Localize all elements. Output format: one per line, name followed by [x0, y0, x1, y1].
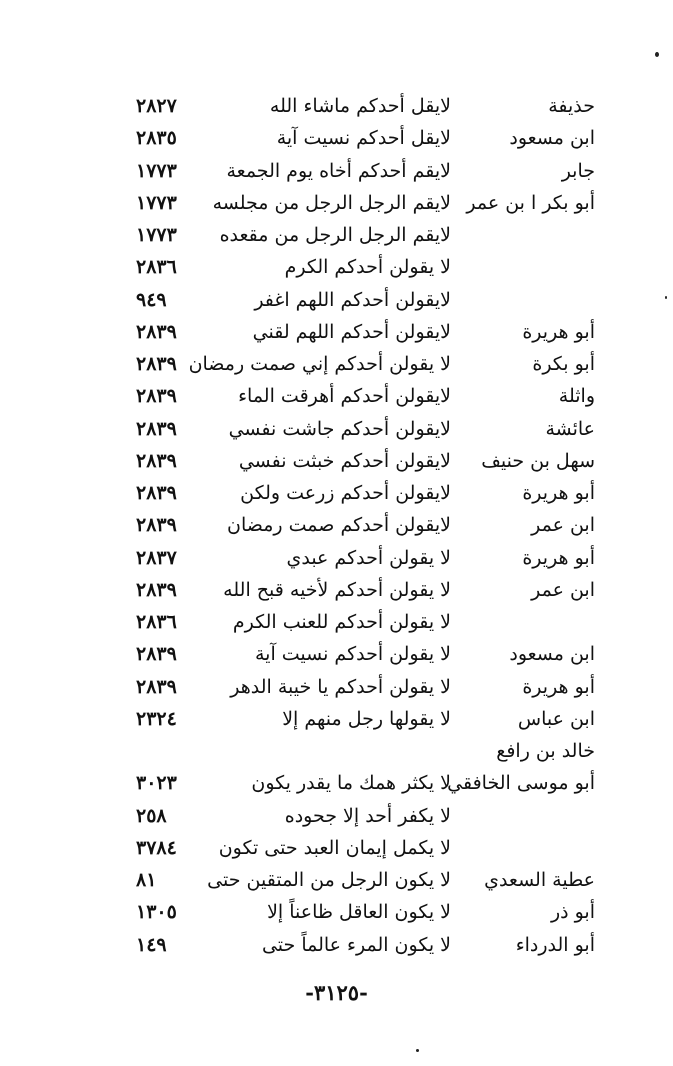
- hadith-number: ١٧٧٣: [136, 224, 177, 246]
- hadith-number: ٢٨٣٩: [136, 320, 177, 343]
- hadith-number: ٢٨٣٧: [136, 546, 177, 569]
- hadith-text: لا يكون العاقل ظاعناً إلا: [267, 901, 451, 924]
- hadith-text: لايقم أحدكم أخاه يوم الجمعة: [226, 159, 451, 182]
- hadith-text: لايقل أحدكم نسيت آية: [276, 127, 451, 150]
- index-row: [0, 509, 673, 541]
- narrator-name: عائشة: [545, 417, 595, 440]
- index-row: [0, 800, 673, 832]
- index-row: [0, 284, 673, 316]
- narrator-name: ابن مسعود: [509, 127, 595, 150]
- hadith-number: ٢٨٣٥: [136, 127, 177, 150]
- index-row: [0, 348, 673, 380]
- index-row: [0, 735, 673, 767]
- hadith-number: ٣٧٨٤: [136, 836, 177, 859]
- narrator-name: سهل بن حنيف: [481, 449, 595, 472]
- hadith-number: ٢٨٣٩: [136, 417, 177, 440]
- ink-speck: [655, 52, 659, 57]
- hadith-text: لايقم الرجل الرجل من مجلسه: [212, 191, 451, 214]
- index-row: [0, 574, 673, 606]
- narrator-name: أبو موسى الخافقي: [447, 772, 595, 795]
- hadith-number: ٢٨٣٩: [136, 643, 177, 666]
- narrator-name: أبو الدرداء: [515, 933, 595, 956]
- index-row: [0, 767, 673, 799]
- hadith-text: لا يقولن أحدكم يا خيبة الدهر: [230, 675, 451, 698]
- hadith-number: ٢٨٣٩: [136, 353, 177, 375]
- hadith-number: ١٣٠٥: [136, 901, 177, 924]
- hadith-text: لايقولن أحدكم اللهم لقني: [252, 320, 451, 343]
- narrator-name: أبو هريرة: [522, 320, 595, 343]
- hadith-text: لايقولن أحدكم جاشت نفسي: [228, 417, 451, 440]
- hadith-text: لا يكثر همك ما يقدر يكون: [251, 772, 451, 795]
- hadith-text: لا يقولن أحدكم إني صمت رمضان: [188, 353, 451, 375]
- index-row: [0, 380, 673, 412]
- index-row: [0, 187, 673, 219]
- hadith-text: لا يكفر أحد إلا جحوده: [284, 804, 451, 827]
- index-row: [0, 316, 673, 348]
- hadith-number: ٢٨٣٩: [136, 385, 177, 408]
- hadith-number: ٢٨٣٩: [136, 578, 177, 601]
- index-row: [0, 90, 673, 122]
- index-row: [0, 155, 673, 187]
- index-row: [0, 638, 673, 670]
- hadith-number: ١٤٩: [136, 933, 167, 956]
- hadith-number: ٢٨٢٧: [136, 95, 177, 117]
- hadith-number: ١٧٧٣: [136, 159, 177, 182]
- narrator-name: ابن عباس: [517, 707, 595, 730]
- index-row: [0, 477, 673, 509]
- hadith-text: لا يكون الرجل من المتقين حتى: [207, 869, 451, 891]
- page-number: -٣١٢٥-: [305, 980, 368, 1005]
- narrator-name: حذيفة: [548, 95, 595, 117]
- narrator-name: واثلة: [558, 385, 595, 408]
- index-row: [0, 896, 673, 928]
- narrator-name: ابن عمر: [531, 578, 595, 601]
- hadith-text: لايقولن أحدكم خبثت نفسي: [238, 449, 451, 472]
- hadith-text: لا يقولن أحدكم لأخيه قبح الله: [223, 578, 451, 601]
- hadith-number: ٢٣٢٤: [136, 707, 177, 730]
- hadith-text: لا يقولن أحدكم نسيت آية: [254, 643, 451, 666]
- hadith-text: لايقم الرجل الرجل من مقعده: [219, 224, 451, 246]
- narrator-name: ابن مسعود: [509, 643, 595, 666]
- index-row: [0, 606, 673, 638]
- hadith-number: ٢٨٣٦: [136, 611, 177, 633]
- narrator-name: خالد بن رافع: [496, 740, 595, 762]
- hadith-number: ٢٨٣٩: [136, 449, 177, 472]
- narrator-name: أبو هريرة: [522, 546, 595, 569]
- hadith-text: لايقل أحدكم ماشاء الله: [269, 95, 451, 117]
- index-row: [0, 832, 673, 864]
- hadith-text: لا يقولن أحدكم الكرم: [284, 256, 451, 279]
- hadith-number: ٢٥٨: [136, 804, 167, 827]
- hadith-index-table: [0, 90, 673, 961]
- narrator-name: أبو بكر ا بن عمر: [466, 191, 595, 214]
- narrator-name: أبو هريرة: [522, 482, 595, 504]
- index-row: [0, 864, 673, 896]
- index-row: [0, 929, 673, 961]
- index-row: [0, 122, 673, 154]
- hadith-number: ٢٨٣٩: [136, 514, 177, 537]
- narrator-name: جابر: [561, 159, 595, 182]
- hadith-text: لايقولن أحدكم زرعت ولكن: [240, 482, 451, 504]
- hadith-number: ٣٠٢٣: [136, 772, 177, 795]
- index-row: [0, 703, 673, 735]
- ink-speck: [416, 1049, 419, 1052]
- narrator-name: عطية السعدي: [484, 869, 595, 891]
- hadith-number: ٢٨٣٩: [136, 482, 177, 504]
- hadith-number: ٩٤٩: [136, 288, 167, 311]
- index-row: [0, 542, 673, 574]
- index-row: [0, 219, 673, 251]
- hadith-text: لا يقولن أحدكم عبدي: [286, 546, 451, 569]
- hadith-text: لا يقولن أحدكم للعنب الكرم: [232, 611, 451, 633]
- hadith-text: لا يكمل إيمان العبد حتى تكون: [218, 836, 451, 859]
- hadith-number: ٢٨٣٦: [136, 256, 177, 279]
- hadith-number: ١٧٧٣: [136, 191, 177, 214]
- index-row: [0, 445, 673, 477]
- hadith-number: ٨١: [136, 869, 157, 891]
- index-row: [0, 251, 673, 283]
- hadith-text: لايقولن أحدكم أهرقت الماء: [238, 385, 451, 408]
- narrator-name: ابن عمر: [531, 514, 595, 537]
- hadith-text: لايقولن أحدكم صمت رمضان: [227, 514, 451, 537]
- narrator-name: أبو بكرة: [532, 353, 595, 375]
- index-row: [0, 413, 673, 445]
- narrator-name: أبو ذر: [550, 901, 595, 924]
- hadith-text: لا يقولها رجل منهم إلا: [282, 707, 451, 730]
- hadith-number: ٢٨٣٩: [136, 675, 177, 698]
- index-row: [0, 671, 673, 703]
- narrator-name: أبو هريرة: [522, 675, 595, 698]
- hadith-text: لا يكون المرء عالماً حتى: [261, 933, 451, 956]
- hadith-text: لايقولن أحدكم اللهم اغفر: [254, 288, 451, 311]
